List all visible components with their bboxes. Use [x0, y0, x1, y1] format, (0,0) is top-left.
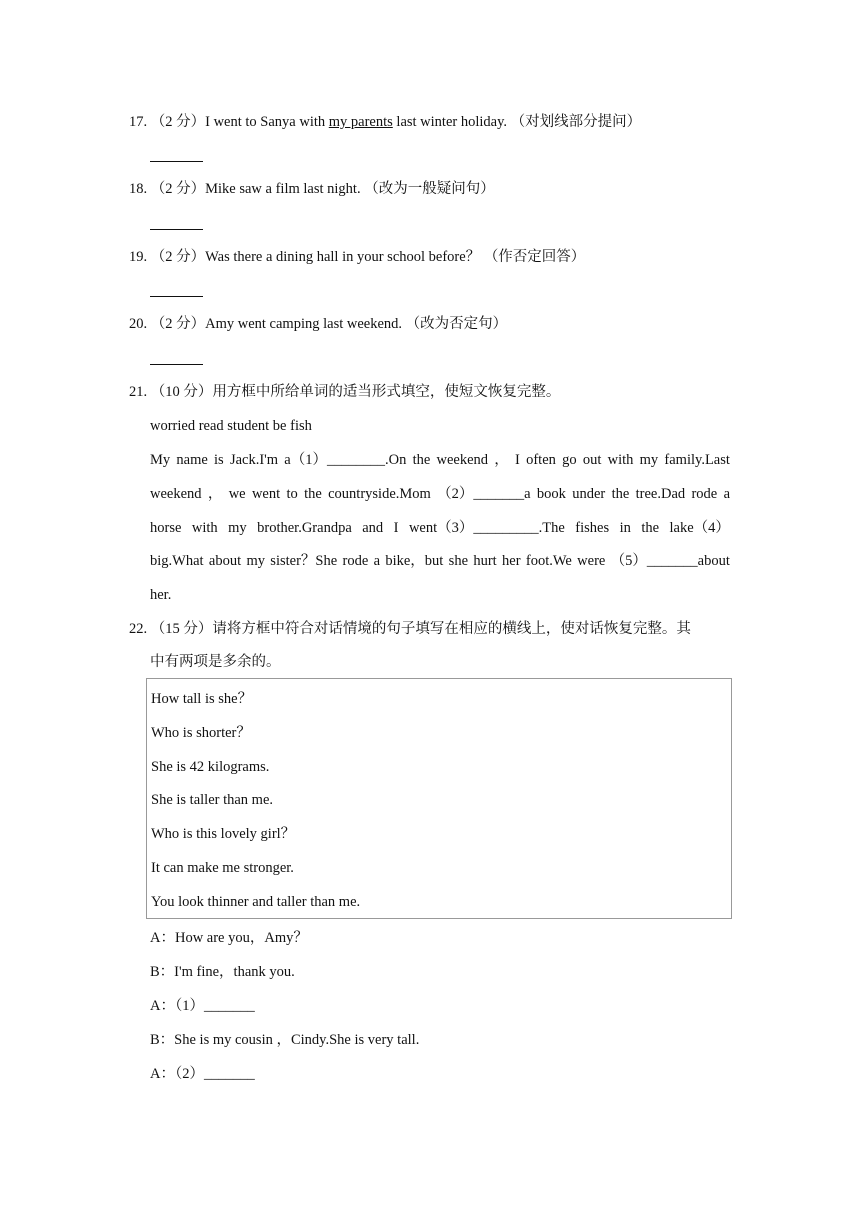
passage-word: my — [246, 553, 265, 569]
option-item: It can make me stronger. — [151, 860, 294, 876]
question-score: （15 分） — [150, 621, 213, 637]
passage-word: sister？She — [270, 553, 338, 569]
passage-word: （5）_______about — [610, 553, 730, 569]
question-21 — [129, 382, 560, 402]
passage-word: she — [448, 553, 469, 569]
passage-word: with — [607, 452, 634, 468]
passage-word: Jack.I'm — [229, 452, 279, 468]
dialogue-line: B：She is my cousin ，Cindy.She is very tall. — [150, 1032, 420, 1048]
question-number: 17. — [129, 114, 148, 130]
passage-word: My — [150, 452, 171, 468]
passage-word: we — [228, 486, 246, 502]
passage-word: a — [723, 486, 730, 502]
question-19 — [129, 247, 585, 267]
question-instruction-cont: 中有两项是多余的。 — [150, 654, 281, 670]
passage-word: my — [639, 452, 659, 468]
question-score: （2 分） — [150, 249, 206, 265]
question-20 — [129, 314, 507, 334]
answer-blank-18[interactable] — [150, 229, 203, 230]
dialogue-line: A：How are you，Amy？ — [150, 930, 308, 946]
passage-word: I — [393, 520, 399, 536]
option-item: You look thinner and taller than me. — [151, 894, 361, 910]
passage-word: family.Last — [664, 452, 730, 468]
passage-word: big.What — [150, 553, 204, 569]
passage-word: tree.Dad — [635, 486, 686, 502]
passage-word: weekend — [436, 452, 489, 468]
underlined-phrase: my parents — [328, 114, 393, 130]
passage-word: in — [619, 520, 631, 536]
passage-word: went — [251, 486, 281, 502]
dialogue-line: B：I'm fine，thank you. — [150, 964, 295, 980]
passage-word: ， — [494, 452, 509, 468]
question-number: 21. — [129, 384, 148, 400]
question-text: Was there a dining hall in your school before？ — [205, 249, 481, 265]
passage-word: fishes — [575, 520, 610, 536]
passage-word: under — [572, 486, 606, 502]
question-score: （2 分） — [150, 114, 206, 130]
passage-word: often — [526, 452, 556, 468]
passage-word: and — [362, 520, 384, 536]
options-box — [146, 678, 732, 919]
question-number: 19. — [129, 249, 148, 265]
passage-word: with — [191, 520, 218, 536]
passage-word: her — [502, 553, 521, 569]
passage-word: name — [176, 452, 208, 468]
question-instruction: 请将方框中符合对话情境的句子填写在相应的横线上，使对话恢复完整。其 — [212, 621, 691, 637]
dialogue-line: A：（1）_______ — [150, 998, 255, 1014]
question-instruction: （改为一般疑问句） — [364, 181, 495, 197]
passage-word: rode — [691, 486, 718, 502]
passage-word: were — [577, 553, 606, 569]
answer-blank-20[interactable] — [150, 364, 203, 365]
passage-line-3 — [150, 518, 730, 538]
passage-word: the — [611, 486, 630, 502]
question-instruction: （对划线部分提问） — [510, 114, 642, 130]
passage-word: out — [582, 452, 602, 468]
option-item: She is 42 kilograms. — [151, 759, 270, 775]
option-item: Who is shorter？ — [151, 725, 251, 741]
word-bank: worried read student be fish — [150, 418, 312, 434]
question-17 — [129, 112, 641, 132]
passage-word: book — [536, 486, 566, 502]
passage-word: ， — [207, 486, 223, 502]
question-text: Amy went camping last weekend. — [205, 316, 403, 332]
passage-word: （2）_______a — [437, 486, 531, 502]
passage-word: my — [228, 520, 247, 536]
answer-blank-17[interactable] — [150, 161, 203, 162]
passage-word: a（1）________.On — [284, 452, 407, 468]
passage-word: countryside.Mom — [328, 486, 431, 502]
passage-word: brother.Grandpa — [257, 520, 352, 536]
passage-word: bike，but — [385, 553, 444, 569]
option-item: Who is this lovely girl？ — [151, 826, 296, 842]
passage-word: is — [214, 452, 224, 468]
question-score: （2 分） — [150, 316, 206, 332]
option-item: She is taller than me. — [151, 792, 274, 808]
passage-word: about — [208, 553, 242, 569]
question-text-post: last winter holiday. — [392, 114, 508, 130]
passage-word: to — [286, 486, 298, 502]
question-instruction: （作否定回答） — [483, 249, 586, 265]
passage-word: foot.We — [525, 553, 572, 569]
question-18 — [129, 179, 495, 199]
passage-word: went（3）_________.The — [408, 520, 565, 536]
question-score: （10 分） — [150, 384, 213, 400]
passage-line-5: her. — [150, 587, 172, 603]
passage-line-2 — [150, 484, 730, 504]
passage-word: lake（4） — [669, 520, 730, 536]
passage-word: a — [373, 553, 381, 569]
question-score: （2 分） — [150, 181, 206, 197]
answer-blank-19[interactable] — [150, 296, 203, 297]
option-item: How tall is she？ — [151, 691, 253, 707]
passage-word: rode — [342, 553, 369, 569]
question-number: 22. — [129, 621, 148, 637]
passage-word: the — [304, 486, 322, 502]
question-instruction: 用方框中所给单词的适当形式填空，使短文恢复完整。 — [212, 384, 561, 400]
passage-word: weekend — [150, 486, 202, 502]
passage-word: hurt — [473, 553, 497, 569]
passage-word: go — [562, 452, 577, 468]
passage-line-4 — [150, 551, 730, 571]
question-number: 18. — [129, 181, 148, 197]
passage-word: horse — [150, 520, 182, 536]
passage-word: I — [515, 452, 520, 468]
passage-word: the — [641, 520, 660, 536]
question-instruction: （改为否定句） — [405, 316, 508, 332]
passage-word: the — [412, 452, 431, 468]
dialogue-line: A：（2）_______ — [150, 1066, 255, 1082]
question-number: 20. — [129, 316, 148, 332]
passage-line-1 — [150, 450, 730, 470]
question-text: Mike saw a film last night. — [205, 181, 361, 197]
question-22 — [129, 619, 691, 639]
question-text-pre: I went to Sanya with — [205, 114, 329, 130]
